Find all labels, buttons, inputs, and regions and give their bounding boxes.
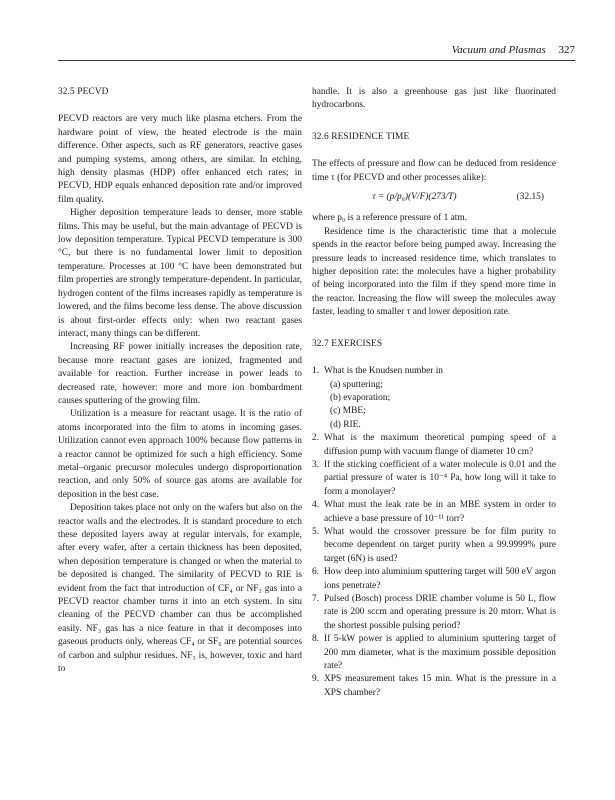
pecvd-paragraph-3: Increasing RF power initially increases the deposition rate, because more reactant gases are ionized, fragmented and available for reaction. Further increase in power leads to decreased rate, however: more and more ion bombardment causes sputtering of the growing film. [58, 342, 302, 406]
equation-body: τ = (p/p₀)(V/F)(273/T) [372, 192, 457, 203]
exercise-item [312, 566, 556, 593]
pecvd-paragraph-2: Higher deposition temperature leads to denser, more stable films. This may be useful, but the main advantage of PECVD is low deposition temperature. Typical PECVD temperature is 300 °C, but there is no fundamental lower limit to deposition temperature. Processes at 100 °C have been demonstrated but film properties are strongly temperature-dependent. In particular, hydrogen content of the films increases rapidly as temperature is lowered, and the films become less dense. The above discussion is about first-order effects only: when two reactant gases interact, many things can be different. [58, 208, 302, 339]
exercise-text: XPS measurement takes 15 min. What is the pressure in a XPS chamber? [324, 674, 556, 698]
section-heading-pecvd: 32.5 PECVD [58, 87, 109, 97]
exercise-text: What must the leak rate be in an MBE system in order to achieve a base pressure of 10⁻¹¹ torr? [324, 500, 556, 524]
exercise-number: 2. [312, 433, 320, 444]
right-column [312, 86, 556, 700]
exercise-item [312, 459, 556, 499]
residence-where: where p₀ is a reference pressure of 1 atm. [312, 213, 468, 224]
exercise-text: What is the maximum theoretical pumping speed of a diffusion pump with vacuum flange of diameter 10 cm? [324, 433, 556, 457]
exercise-subitem: (b) evaporation; [330, 392, 391, 403]
exercise-item [312, 365, 556, 432]
exercise-item [312, 432, 556, 459]
exercise-text: What would the crossover pressure be for film purity to become dependent on target purity when a 99.9999% pure target (6N) is used? [324, 526, 556, 564]
exercise-number: 1. [312, 366, 320, 377]
section-heading-residence-time: 32.6 RESIDENCE TIME [312, 131, 410, 142]
residence-paragraph: Residence time is the characteristic time that a molecule spends in the reactor before being pumped away. Increasing the pressure leads to increased residence time, which translates to higher deposition rate: the molecules have a higher probability of being incorporated into the film if they spend more time in the reactor. Increasing the flow will sweep the molecules away faster, leading to smaller τ and lower deposition rate. [312, 226, 556, 318]
page-number: 327 [558, 44, 575, 56]
exercise-number: 9. [312, 674, 320, 685]
residence-intro: The effects of pressure and flow can be deduced from residence time τ (for PECVD and other processes alike): [312, 159, 556, 183]
exercise-item [312, 673, 556, 700]
exercise-text: Pulsed (Bosch) process DRIE chamber volume is 50 L, flow rate is 200 sccm and operating pressure is 20 mtorr. What is the shortest possible pulsing period? [324, 594, 556, 631]
exercise-sublist [324, 379, 556, 433]
exercise-list [312, 365, 556, 700]
exercise-item [312, 526, 556, 566]
exercise-subitem: (c) MBE; [330, 406, 366, 417]
exercise-text: If the sticking coefficient of a water molecule is 0.01 and the partial pressure of water is 10⁻⁴ Pa, how long will it take to form a monolayer? [324, 459, 556, 497]
exercise-item [312, 499, 556, 526]
exercise-number: 4. [312, 500, 320, 511]
exercise-text: How deep into aluminium sputtering target will 500 eV argon ions penetrate? [324, 567, 556, 591]
exercise-number: 7. [312, 594, 320, 604]
exercise-subitem: (a) sputtering; [330, 379, 383, 390]
exercise-subitem: (d) RIE. [330, 419, 361, 430]
exercise-number: 6. [312, 567, 320, 578]
exercise-text: If 5-kW power is applied to aluminium sputtering target of 200 mm diameter, what is the maximum possible deposition rate? [324, 634, 556, 672]
pecvd-paragraph-5-start: Deposition takes place not only on the wafers but also on the reactor walls and the electrodes. It is standard procedure to etch these deposited layers away at regular intervals, for example, after every wafer, after a certain thickness has been deposited, when deposition temperature is changed or when the material to be deposited is changed. The similarity of PECVD to RIE is evident from the fact that introduction of CF₄ or NF₃ gas into a PECVD reactor chamber turns it into an etch system. In situ cleaning of the PECVD chamber can thus be accomplished easily. NF₃ gas has a nice feature in that it decomposes into gaseous products only, whereas CF₄ or SF₆ are potential sources of carbon and sulphur residues. NF₃ is, however, toxic and hard to [58, 503, 302, 675]
running-title: Vacuum and Plasmas [451, 44, 546, 56]
section-heading-exercises: 32.7 EXERCISES [312, 338, 383, 349]
exercise-number: 5. [312, 526, 320, 537]
exercise-item [312, 633, 556, 673]
pecvd-paragraph-4: Utilization is a measure for reactant usage. It is the ratio of atoms incorporated into the film to atoms in incoming gases. Utilization cannot even approach 100% because flow patterns in a reactor cannot be optimized for such a high efficiency. Some metal–organic precursor molecules undergo disproportionation reaction, and only 50% of source gas atoms are available for deposition in the best case. [58, 409, 302, 500]
exercise-item [312, 593, 556, 633]
pecvd-paragraph-5-end: handle. It is also a greenhouse gas just like fluorinated hydrocarbons. [312, 87, 556, 111]
exercise-number: 8. [312, 634, 320, 645]
equation-32-15 [312, 191, 556, 204]
exercise-number: 3. [312, 459, 320, 470]
exercise-text: What is the Knudsen number in [324, 366, 443, 377]
running-head [452, 44, 575, 56]
left-column [58, 86, 302, 676]
pecvd-paragraph-1: PECVD reactors are very much like plasma etchers. From the hardware point of view, the heated electrode is the main difference. Other aspects, such as RF generators, reactive gases and pumping systems, among others, are similar. In etching, high density plasmas (HDP) offer enhanced etch rates; in PECVD, HDP equals enhanced deposition rate and/or improved film quality. [58, 114, 302, 205]
header-rule [58, 60, 575, 61]
equation-number: (32.15) [516, 192, 544, 203]
